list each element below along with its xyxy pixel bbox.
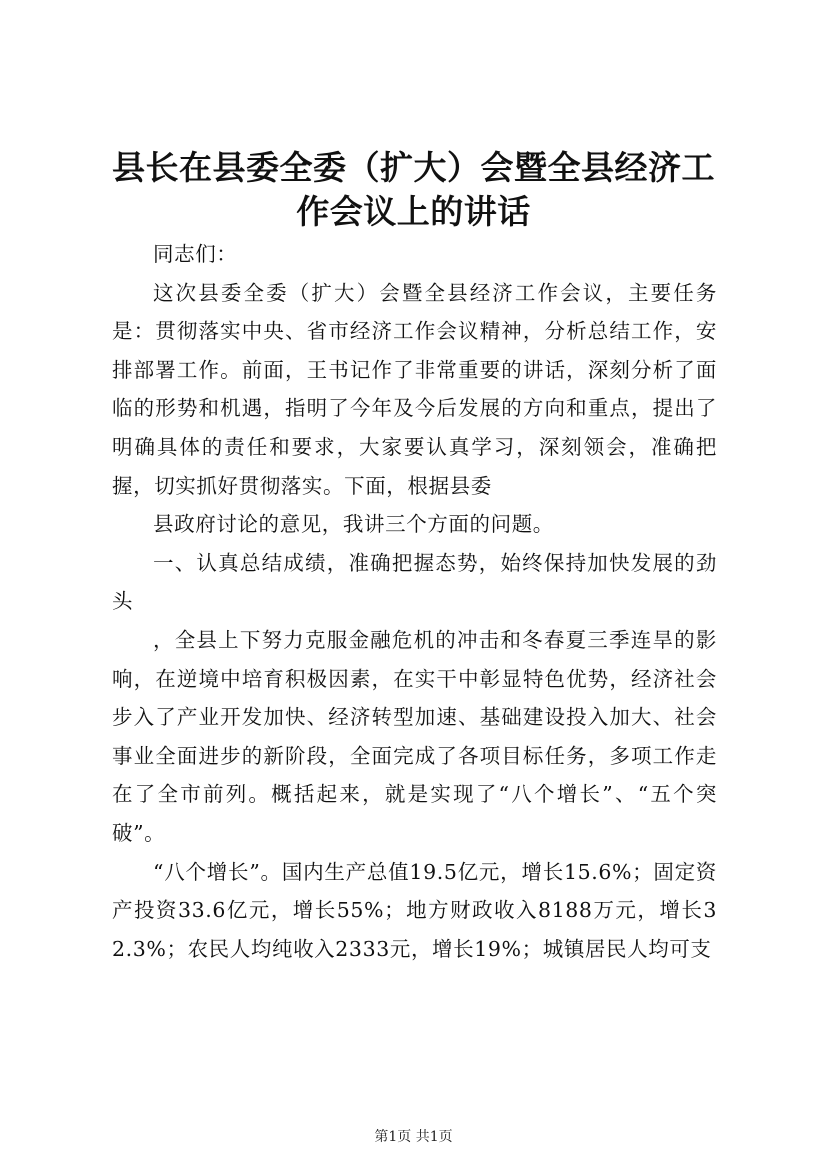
body-paragraph: 县政府讨论的意见，我讲三个方面的问题。 bbox=[153, 512, 554, 537]
document-title: 县长在县委全委（扩大）会暨全县经济工作会议上的讲话 bbox=[112, 148, 715, 231]
page-footer: 第1页 共1页 bbox=[374, 1129, 453, 1145]
body-paragraph: 这次县委全委（扩大）会暨全县经济工作会议，主要任务是：贯彻落实中央、省市经济工作会议精神，分析总结工作，安排部署工作。前面，王书记作了非常重要的讲话，深刻分析了面临的形势和机遇，指明了今年及今后发展的方向和重点，提出了明确具体的责任和要求，大家要认真学习，深刻领会，准确把握，切实抓好贯彻落实。下面，根据县委 bbox=[112, 280, 717, 498]
greeting-paragraph: 同志们： bbox=[153, 242, 238, 266]
body-paragraph: “八个增长”。国内生产总值19.5亿元，增长15.6%；固定资产投资33.6亿元，增长55%；地方财政收入8188万元，增长32.3%；农民人均纯收入2333元，增长19%；城镇居民人均可支 bbox=[112, 859, 717, 961]
body-paragraph: ，全县上下努力克服金融危机的冲击和冬春夏三季连旱的影响，在逆境中培育积极因素，在实干中彰显特色优势，经济社会步入了产业开发加快、经济转型加速、基础建设投入加大、社会事业全面进步的新阶段，全面完成了各项目标任务，多项工作走在了全市前列。概括起来，就是实现了“八个增长”、“五个突破”。 bbox=[112, 627, 717, 845]
section-heading: 一、认真总结成绩，准确把握态势，始终保持加快发展的劲头 bbox=[112, 550, 717, 614]
document-body bbox=[112, 235, 717, 968]
